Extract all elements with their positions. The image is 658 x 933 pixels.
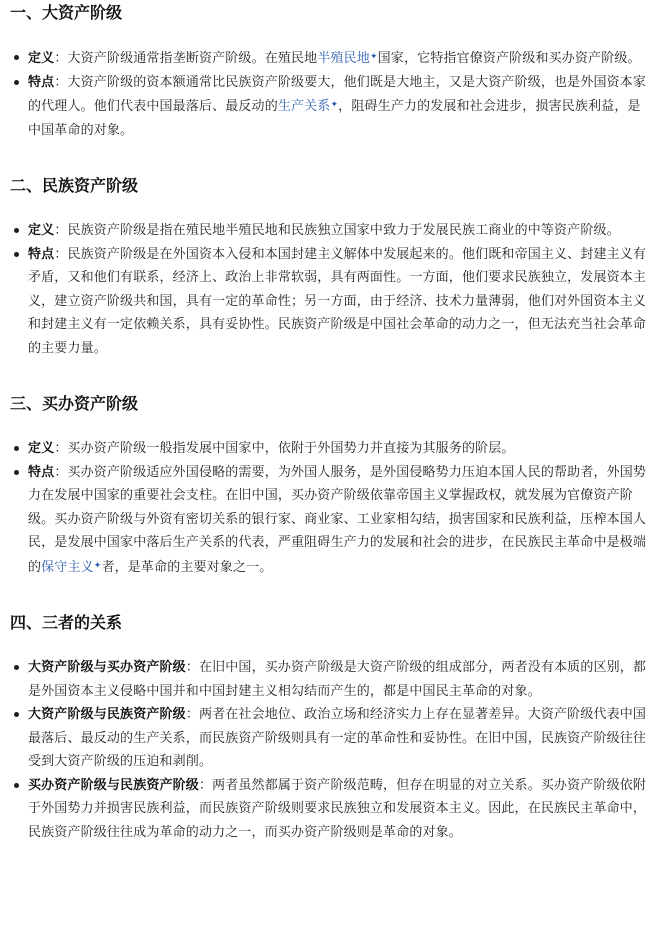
- list-item: [10, 656, 650, 703]
- term-separator: ：: [54, 246, 68, 262]
- term-separator: ：: [198, 777, 213, 793]
- item-term: 特点: [28, 464, 55, 480]
- item-term: 定义: [28, 51, 55, 66]
- term-separator: ：: [54, 223, 68, 238]
- item-text: 国家，它特指官僚资产阶级和买办资产阶级。: [377, 51, 641, 66]
- item-text: 买办资产阶级适应外国侵略的需要，为外国人服务，是外国侵略势力压迫本国人民的帮助者，外国势力在发展中国家的重要社会支柱。在旧中国，买办资产阶级依靠帝国主义掌握政权，就发展为官僚资产阶级。买办资产阶级与外资有密切关系的银行家、商业家、工业家相勾结，损害国家和民族利益，压榨本国人民，是发展中国家中落后生产关系的代表，严重阻碍生产力的发展和社会的进步，在民族民主革命中是极端的: [28, 464, 647, 575]
- item-term: 特点: [28, 246, 55, 262]
- section-heading: 三、买办资产阶级: [10, 394, 139, 413]
- item-text: ，阻碍生产力的发展和社会进步，损害民族利益，是中国革命的对象。: [28, 99, 641, 138]
- sparkle-icon[interactable]: ✦: [330, 100, 339, 110]
- list-item: [10, 461, 650, 580]
- keyword-link[interactable]: 生产关系: [277, 99, 331, 114]
- item-text: 民族资产阶级是在外国资本入侵和本国封建主义解体中发展起来的。他们既和帝国主义、封建主义有矛盾，又和他们有联系，经济上、政治上非常软弱，具有两面性。一方面，他们要求民族独立，发展资本主义，建立资产阶级共和国，具有一定的革命性；另一方面，由于经济、技术力量薄弱，他们对外国资本主义和封建主义有一定依赖关系，具有妥协性。民族资产阶级是中国社会革命的动力之一，但无法充当社会革命的主要力量。: [28, 246, 647, 356]
- item-text: 大资产阶级通常指垄断资产阶级。在殖民地: [67, 51, 318, 66]
- item-text: 者，是革命的主要对象之一。: [101, 559, 273, 575]
- section-list: [10, 656, 650, 844]
- term-separator: ：: [185, 660, 199, 675]
- section-list: [10, 46, 650, 142]
- item-term: 大资产阶级与民族资产阶级: [28, 707, 186, 722]
- list-item: [10, 437, 650, 461]
- document: [10, 0, 650, 844]
- section-list: [10, 437, 650, 579]
- list-item: [10, 46, 650, 71]
- item-term: 定义: [28, 441, 55, 456]
- item-text: 大资产阶级的资本额通常比民族资产阶级要大，他们既是大地主，又是大资产阶级，也是外国资本家的代理人。他们代表中国最落后、最反动的: [28, 74, 647, 114]
- section-list: [10, 219, 650, 360]
- item-term: 定义: [28, 223, 55, 238]
- keyword-link[interactable]: 半殖民地: [317, 51, 370, 66]
- list-item: [10, 71, 650, 143]
- keyword-link[interactable]: 保守主义: [41, 559, 94, 575]
- term-separator: ：: [54, 464, 68, 480]
- item-text: 两者虽然都属于资产阶级范畴，但存在明显的对立关系。买办资产阶级依附于外国势力并损害民族利益，而民族资产阶级则要求民族独立和发展资本主义。因此，在民族民主革命中，民族资产阶级往往成为革命的动力之一，而买办资产阶级则是革命的对象。: [28, 777, 647, 840]
- term-separator: ：: [54, 74, 68, 90]
- item-text: 民族资产阶级是指在殖民地半殖民地和民族独立国家中致力于发展民族工商业的中等资产阶级。: [67, 223, 620, 238]
- sparkle-icon[interactable]: ✦: [93, 560, 102, 571]
- item-text: 两者在社会地位、政治立场和经济实力上存在显著差异。大资产阶级代表中国最落后、最反动的生产关系，而民族资产阶级则具有一定的革命性和妥协性。在旧中国，民族资产阶级往往受到大资产阶级的压迫和剥削。: [28, 707, 647, 769]
- item-term: 买办资产阶级与民族资产阶级: [28, 777, 199, 793]
- section-heading: 二、民族资产阶级: [10, 176, 139, 195]
- item-text: 在旧中国，买办资产阶级是大资产阶级的组成部分，两者没有本质的区别，都是外国资本主义侵略中国并和中国封建主义相勾结而产生的，都是中国民主革命的对象。: [28, 660, 647, 699]
- section-heading: 一、大资产阶级: [10, 3, 123, 22]
- item-term: 特点: [28, 74, 55, 90]
- list-item: [10, 703, 650, 774]
- list-item: [10, 774, 650, 845]
- sparkle-icon[interactable]: ✦: [369, 52, 378, 62]
- item-text: 买办资产阶级一般指发展中国家中，依附于外国势力并直接为其服务的阶层。: [67, 441, 515, 456]
- term-separator: ：: [54, 51, 68, 66]
- list-item: [10, 243, 650, 361]
- item-term: 大资产阶级与买办资产阶级: [28, 660, 186, 675]
- list-item: [10, 219, 650, 243]
- term-separator: ：: [185, 707, 199, 722]
- section-heading: 四、三者的关系: [10, 613, 123, 632]
- term-separator: ：: [54, 441, 68, 456]
